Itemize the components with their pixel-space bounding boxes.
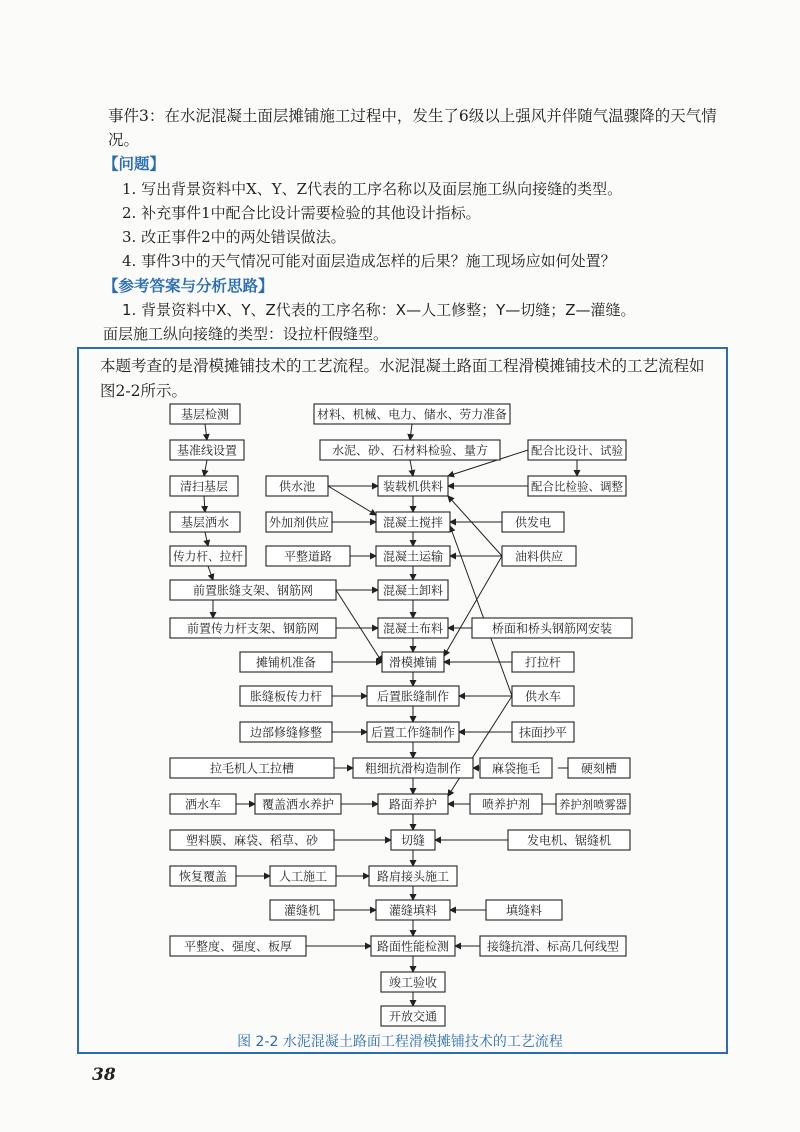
page-number: 38 [92, 1065, 116, 1085]
right-step-10 [470, 794, 542, 814]
flow-arrow [410, 460, 413, 476]
intro-text: 本题考查的是滑模摊铺技术的工艺流程。水泥混凝土路面工程滑模摊铺技术的工艺流程如图2-2所示。 [100, 357, 705, 400]
flow-arrow [204, 460, 207, 476]
answer-line-1: 1. 背景资料中X、Y、Z代表的工序名称：X—人工修整；Y—切缝；Z—灌缝。 [122, 301, 636, 319]
svg-text:打拉杆: 打拉杆 [524, 655, 562, 670]
svg-text:覆盖洒水养护: 覆盖洒水养护 [261, 797, 335, 812]
center-step-3 [376, 512, 450, 532]
left-step-4 [170, 546, 246, 566]
right-step-8 [480, 758, 552, 778]
flow-arrow [204, 496, 205, 512]
side-step-2 [266, 546, 350, 566]
question-4: 4. 事件3中的天气情况可能对面层造成怎样的后果？施工现场应如何处置？ [122, 252, 616, 270]
svg-text:供发电: 供发电 [514, 515, 552, 530]
side-step-4 [240, 686, 332, 706]
right-step-7 [512, 722, 574, 742]
svg-text:开放交通: 开放交通 [388, 1009, 438, 1024]
side-step-0 [266, 476, 328, 496]
svg-text:填缝料: 填缝料 [505, 903, 543, 918]
svg-text:路面养护: 路面养护 [388, 797, 438, 812]
right-step-1 [528, 476, 626, 496]
svg-text:前置传力杆支架、钢筋网: 前置传力杆支架、钢筋网 [186, 621, 320, 636]
right-step-0 [528, 440, 626, 460]
svg-text:油料供应: 油料供应 [514, 549, 564, 564]
flow-arrow [208, 566, 213, 580]
svg-text:抹面抄平: 抹面抄平 [518, 725, 568, 740]
svg-text:平整道路: 平整道路 [283, 549, 333, 564]
svg-text:配合比检验、调整: 配合比检验、调整 [531, 479, 623, 494]
svg-text:硬刻槽: 硬刻槽 [580, 761, 618, 776]
svg-text:基层洒水: 基层洒水 [180, 515, 230, 530]
side-step-11 [270, 866, 336, 886]
svg-text:竣工验收: 竣工验收 [388, 975, 438, 990]
svg-text:混凝土搅拌: 混凝土搅拌 [382, 515, 444, 530]
svg-text:灌缝机: 灌缝机 [283, 903, 321, 918]
left-step-0 [170, 404, 240, 424]
svg-text:装载机供料: 装载机供料 [382, 479, 444, 494]
svg-text:路肩接头施工: 路肩接头施工 [376, 869, 450, 884]
svg-text:摊铺机准备: 摊铺机准备 [255, 655, 317, 670]
svg-text:滑模摊铺: 滑模摊铺 [388, 655, 438, 670]
flow-arrow [328, 486, 376, 515]
svg-text:配合比设计、试验: 配合比设计、试验 [531, 443, 623, 458]
svg-text:拉毛机人工拉槽: 拉毛机人工拉槽 [209, 761, 295, 776]
svg-text:基层检测: 基层检测 [180, 407, 230, 422]
left-step-2 [170, 476, 238, 496]
svg-text:切缝: 切缝 [400, 833, 426, 848]
svg-text:桥面和桥头钢筋网安装: 桥面和桥头钢筋网安装 [491, 621, 613, 636]
right-step-5 [512, 652, 574, 672]
svg-text:供水车: 供水车 [524, 689, 562, 704]
center-step-15 [371, 936, 455, 956]
flow-arrow [205, 424, 207, 440]
svg-text:发电机、锯缝机: 发电机、锯缝机 [526, 833, 612, 848]
flow-arrow [448, 496, 502, 556]
left-step-3 [170, 512, 240, 532]
right-step-4 [472, 618, 632, 638]
right-step-11 [556, 794, 630, 814]
svg-text:养护剂喷雾器: 养护剂喷雾器 [559, 797, 627, 812]
right-step-9 [568, 758, 630, 778]
svg-text:传力杆、拉杆: 传力杆、拉杆 [173, 549, 243, 564]
side-step-12 [270, 900, 334, 920]
center-step-14 [376, 900, 450, 920]
center-step-1 [320, 440, 500, 460]
svg-text:基准线设置: 基准线设置 [176, 443, 238, 458]
svg-text:后置工作缝制作: 后置工作缝制作 [370, 725, 456, 740]
event3-text: 事件3：在水泥混凝土面层摊铺施工过程中，发生了6级以上强风并伴随气温骤降的天气情况。 [108, 107, 717, 149]
question-1: 1. 写出背景资料中X、Y、Z代表的工序名称以及面层施工纵向接缝的类型。 [122, 180, 623, 198]
left-step-1 [170, 440, 244, 460]
center-step-5 [378, 580, 448, 600]
svg-text:接缝抗滑、标高几何线型: 接缝抗滑、标高几何线型 [486, 939, 620, 954]
flow-arrow [448, 696, 512, 796]
center-step-11 [378, 794, 448, 814]
svg-text:混凝土布料: 混凝土布料 [382, 621, 444, 636]
side-step-10 [170, 866, 236, 886]
left-step-5 [170, 580, 336, 600]
svg-text:麻袋拖毛: 麻袋拖毛 [491, 761, 541, 776]
flow-arrow [444, 556, 502, 656]
svg-text:灌缝填料: 灌缝填料 [388, 903, 438, 918]
right-step-2 [502, 512, 564, 532]
svg-text:人工施工: 人工施工 [278, 869, 328, 884]
right-step-6 [512, 686, 574, 706]
center-step-2 [378, 476, 448, 496]
center-step-16 [381, 972, 445, 992]
center-step-10 [353, 758, 473, 778]
question-3: 3. 改正事件2中的两处错误做法。 [122, 228, 346, 246]
question-2: 2. 补充事件1中配合比设计需要检验的其他设计指标。 [122, 204, 481, 222]
center-step-8 [367, 686, 459, 706]
svg-text:塑料膜、麻袋、稻草、砂: 塑料膜、麻袋、稻草、砂 [185, 833, 319, 848]
svg-text:喷养护剂: 喷养护剂 [481, 797, 531, 812]
svg-text:路面性能检测: 路面性能检测 [376, 939, 450, 954]
center-step-9 [367, 722, 459, 742]
svg-text:后置胀缝制作: 后置胀缝制作 [376, 689, 450, 704]
svg-text:混凝土卸料: 混凝土卸料 [382, 583, 444, 598]
side-step-1 [266, 512, 332, 532]
flow-arrow [410, 424, 412, 440]
svg-text:清扫基层: 清扫基层 [179, 479, 229, 494]
svg-text:供水池: 供水池 [278, 479, 316, 494]
center-step-6 [378, 618, 448, 638]
svg-text:材料、机械、电力、储水、劳力准备: 材料、机械、电力、储水、劳力准备 [317, 407, 507, 422]
svg-text:外加剂供应: 外加剂供应 [268, 515, 330, 530]
svg-text:恢复覆盖: 恢复覆盖 [178, 869, 228, 884]
center-step-13 [369, 866, 457, 886]
answer-line-2: 面层施工纵向接缝的类型：设拉杆假缝型。 [103, 325, 389, 343]
center-step-12 [391, 830, 435, 850]
center-step-4 [376, 546, 450, 566]
svg-text:混凝土运输: 混凝土运输 [382, 549, 444, 564]
right-step-12 [508, 830, 630, 850]
svg-text:前置胀缝支架、钢筋网: 前置胀缝支架、钢筋网 [192, 583, 314, 598]
left-step-6 [170, 618, 336, 638]
right-step-13 [486, 900, 562, 920]
answer-heading: 【参考答案与分析思路】 [103, 277, 274, 295]
center-step-7 [382, 652, 444, 672]
side-step-5 [240, 722, 332, 742]
center-step-17 [381, 1006, 445, 1026]
svg-text:平整度、强度、板厚: 平整度、强度、板厚 [183, 939, 293, 954]
flow-arrow [336, 590, 382, 662]
questions-heading: 【问题】 [103, 155, 166, 173]
center-step-0 [314, 404, 510, 424]
side-step-9 [170, 830, 334, 850]
svg-text:水泥、砂、石材料检验、量方: 水泥、砂、石材料检验、量方 [331, 443, 489, 458]
svg-text:洒水车: 洒水车 [184, 797, 222, 812]
svg-text:粗细抗滑构造制作: 粗细抗滑构造制作 [364, 761, 462, 776]
flow-arrow [205, 532, 208, 546]
side-step-13 [170, 936, 306, 956]
side-step-7 [170, 794, 236, 814]
svg-text:边部修缝修整: 边部修缝修整 [249, 725, 323, 740]
side-step-6 [170, 758, 334, 778]
right-step-3 [502, 546, 576, 566]
svg-text:胀缝板传力杆: 胀缝板传力杆 [249, 689, 323, 704]
side-step-8 [255, 794, 341, 814]
right-step-14 [480, 936, 626, 956]
side-step-3 [240, 652, 332, 672]
figure-caption: 图 2-2 水泥混凝土路面工程滑模摊铺技术的工艺流程 [237, 1034, 563, 1050]
